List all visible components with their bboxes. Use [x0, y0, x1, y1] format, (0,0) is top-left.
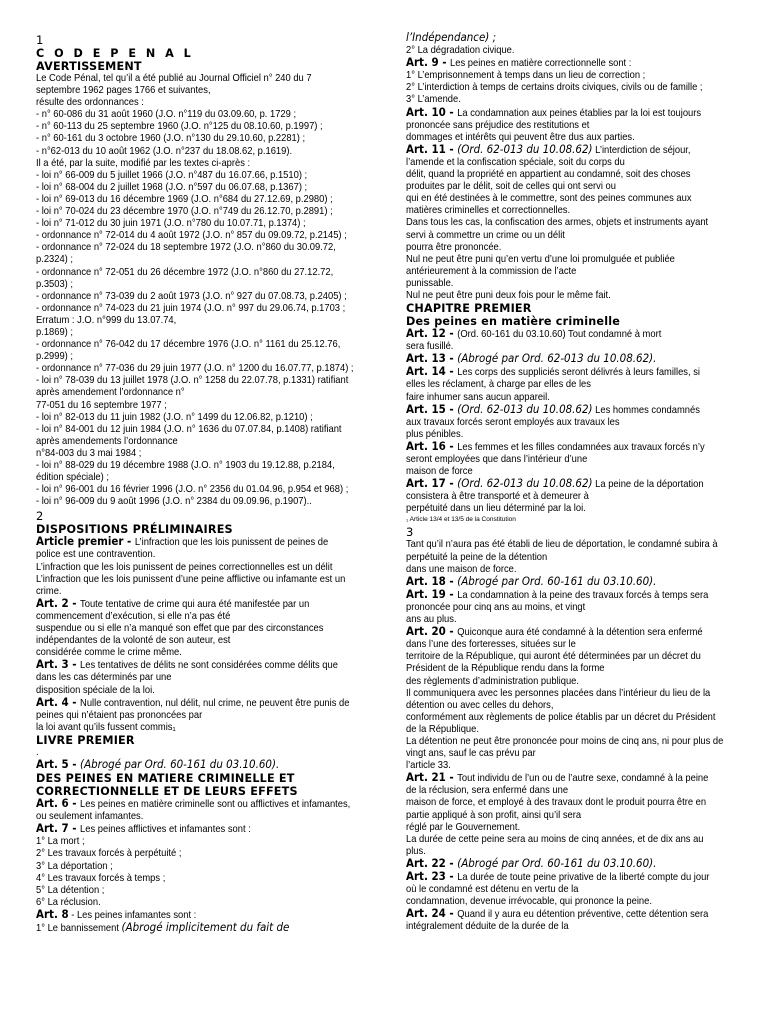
intro-line: - ordonnance n° 72-051 du 26 décembre 1972 (J.O. n°860 du 27.12.72, — [36, 266, 334, 278]
article-label: Art. 3 - — [36, 658, 81, 672]
intro-line: p.1869) ; — [36, 326, 74, 338]
article-line: L’infraction que les lois punissent d’une peine afflictive ou infamante est un — [36, 573, 346, 585]
article-line: punissable. — [406, 277, 454, 289]
intro-line: n°84-003 du 3 mai 1984 ; — [36, 447, 142, 459]
article-label: Art. 20 - — [406, 625, 458, 639]
article-line: Tant qu’il n’aura pas été établi de lieu de déportation, le condamné subira à — [406, 539, 718, 551]
article-19 — [406, 589, 756, 602]
article-text: Les corps des suppliciés seront délivrés à leurs familles, si — [457, 367, 700, 379]
article-label: Art. 23 - — [406, 870, 458, 883]
article-line: seront employées que dans l’intérieur d’une — [406, 454, 588, 465]
title-heading-line1: DES PEINES EN MATIERE CRIMINELLE ET — [36, 772, 295, 786]
article-line: Dans tous les cas, la confiscation des armes, objets et instruments ayant — [406, 217, 709, 229]
article-text: La durée de toute peine privative de la liberté compte du jour — [457, 872, 710, 883]
article-note: (Ord. 62-013 du 10.08.62) — [457, 477, 593, 491]
article-2 — [36, 598, 392, 611]
article-label: Art. 9 - — [406, 56, 451, 70]
article-line — [36, 922, 392, 935]
article-note: (Abrogé implicitement du fait de — [121, 921, 290, 934]
article-line: réglé par le Gouvernement. — [406, 821, 521, 833]
article-line: la loi avant qu’ils fussent commis₁ — [36, 721, 176, 733]
article-text: Les femmes et les filles condamnées aux travaux forcés n’y — [457, 441, 705, 453]
article-line: perpétuité la peine de la détention — [406, 551, 548, 563]
article-line: plus. — [406, 845, 426, 857]
article-line: La durée de cette peine sera au moins de cinq années, et de dix ans au — [406, 833, 704, 845]
intro-line: p.2324) ; — [36, 254, 74, 266]
article-line: condamnation, devenue irrévocable, qui prononce la peine. — [406, 896, 652, 908]
article-line: dans l’une des forteresses, situées sur le — [406, 639, 576, 651]
article-text: Tout individu de l’un ou de l’autre sexe, condamné à la peine — [457, 773, 709, 785]
page-number-3: 3 — [406, 525, 414, 540]
intro-line: résulte des ordonnances : — [36, 97, 144, 109]
article-text: - Les peines infamantes sont : — [68, 909, 197, 921]
chapter-subheading: Des peines en matière criminelle — [406, 315, 621, 329]
article-note: (Ord. 62-013 du 10.08.62) — [457, 142, 593, 156]
article-text: Les tentatives de délits ne sont considérées comme délits que — [80, 660, 338, 672]
intro-line: - n°62-013 du 10 août 1962 (J.O. n°237 du 18.08.62, p.1619). — [36, 145, 293, 157]
article-line: Président de la République rendu dans la forme — [406, 663, 605, 675]
intro-line: - loi n° 68-004 du 2 juillet 1968 (J.O. n°597 du 06.07.68, p.1367) ; — [36, 181, 308, 193]
intro-line: - ordonnance n° 72-014 du 4 août 1972 (J.O. n° 857 du 09.09.72, p.2145) ; — [36, 230, 347, 242]
intro-line: Erratum : J.O. n°999 du 13.07.74, — [36, 314, 177, 326]
article-line: prononcée pour cinq ans au moins, et vingt — [406, 601, 586, 613]
intro-line: - ordonnance n° 77-036 du 29 juin 1977 (J.O. n° 1200 du 16.07.77, p.1874) ; — [36, 363, 354, 375]
article-line: dans une maison de force. — [406, 563, 517, 575]
title-heading-line2: CORRECTIONNELLE ET DE LEURS EFFETS — [36, 785, 298, 799]
intro-line: 77-051 du 16 septembre 1977 ; — [36, 399, 167, 411]
intro-line: Le Code Pénal, tel qu’il a été publié au Journal Officiel n° 240 du 7 — [36, 73, 312, 84]
article-line: de la réclusion, sera enfermé dans une — [406, 785, 569, 797]
article-24 — [406, 908, 756, 921]
article-line: de la République. — [406, 723, 479, 735]
article-5 — [36, 759, 392, 772]
article-16 — [406, 441, 756, 454]
article-line: 4° Les travaux forcés à temps ; — [36, 872, 166, 884]
notice-body — [36, 73, 394, 508]
article-label: Article premier - — [36, 535, 135, 549]
article-line: qui en été destinées à le commettre, sont des peines communes aux — [406, 193, 692, 205]
article-line: peines qui n’étaient pas prononcées par — [36, 709, 203, 721]
article-note: l’Indépendance) ; — [406, 31, 497, 44]
article-line: crime. — [36, 585, 62, 597]
intro-line: après amendements l’ordonnance — [36, 435, 178, 447]
intro-line: après amendement l’ordonnance n° — [36, 387, 185, 399]
article-line: 1° La mort ; — [36, 836, 85, 848]
continued-line — [406, 32, 756, 45]
article-text: Les peines en matière correctionnelle sont : — [450, 58, 632, 70]
article-note: (Ord. 62-013 du 10.08.62) — [457, 402, 593, 416]
article-line: police est une contravention. — [36, 549, 156, 561]
article-line: perpétuité dans un lieu déterminé par la loi. — [406, 503, 586, 515]
article-line: elles les réclament, à charge par elles de les — [406, 379, 591, 391]
footnote: ₁ Article 13/4 et 13/5 de la Constitution — [406, 516, 516, 524]
article-line: vingt ans, sauf le cas prévu par — [406, 748, 536, 760]
left-column — [36, 34, 394, 935]
article-label: Art. 5 - — [36, 757, 81, 771]
article-text: Les peines afflictives et infamantes sont : — [80, 824, 251, 836]
article-text: La condamnation aux peines établies par la loi est toujours — [457, 107, 702, 119]
article-note: (Abrogé par Ord. 60-161 du 03.10.60). — [457, 856, 657, 870]
article-line: ans au plus. — [406, 614, 457, 626]
article-note: (Abrogé par Ord. 62-013 du 10.08.62). — [457, 352, 657, 366]
intro-line: - loi n° 88-029 du 19 décembre 1988 (J.O. n° 1903 du 19.12.88, p.2184, — [36, 460, 335, 471]
article-label: Art. 24 - — [406, 907, 458, 921]
article-12 — [406, 328, 756, 341]
article-text: Les hommes condamnés — [592, 404, 700, 416]
article-20 — [406, 626, 756, 639]
intro-line: - loi n° 82-013 du 11 juin 1982 (J.O. n° 1499 du 12.06.82, p.1210) ; — [36, 411, 313, 423]
intro-line: - n° 60-086 du 31 août 1960 (J.O. n°119 du 03.09.60, p. 1729 ; — [36, 109, 297, 121]
article-note: (Abrogé par Ord. 60-161 du 03.10.60). — [457, 574, 657, 588]
intro-line: Il a été, par la suite, modifié par les textes ci-après : — [36, 157, 251, 169]
article-line: plus pénibles. — [406, 428, 464, 440]
article-line: indépendantes de la volonté de son auteur, est — [36, 635, 231, 647]
article-line: ou seulement infamantes. — [36, 811, 144, 823]
article-13 — [406, 353, 756, 366]
article-line: délit, quand la propriété en appartient au condamné, soit des choses — [406, 169, 691, 181]
article-line: maison de force — [406, 466, 473, 478]
article-line: pourra être prononcée. — [406, 241, 502, 253]
article-line: 2° Les travaux forcés à perpétuité ; — [36, 848, 182, 860]
article-line: partie appliqué à son profit, ainsi qu’il sera — [406, 809, 582, 821]
article-note: (Ord. 60-161 du 03.10.60) — [457, 329, 566, 341]
article-label: Art. 22 - — [406, 856, 458, 870]
intro-line: édition spéciale) ; — [36, 472, 109, 484]
article-label: Art. 18 - — [406, 574, 458, 588]
intro-line: - loi n° 84-001 du 12 juin 1984 (J.O. n° 1636 du 07.07.84, p.1408) ratifiant — [36, 423, 342, 435]
article-line: territoire de la République, qui auront été déterminées par un décret du — [406, 651, 701, 663]
intro-line: - loi n° 66-009 du 5 juillet 1966 (J.O. n°487 du 16.07.66, p.1510) ; — [36, 169, 308, 181]
article-line: des règlements d’administration publique. — [406, 675, 579, 687]
article-18 — [406, 576, 756, 589]
article-3 — [36, 659, 392, 672]
article-line: détention ou avec celles du dehors, — [406, 699, 554, 711]
article-21 — [406, 772, 756, 785]
article-line: disposition spéciale de la loi. — [36, 684, 155, 696]
article-label: Art. 21 - — [406, 771, 458, 785]
article-line: La détention ne peut être prononcée pour moins de cinq ans, ni pour plus de — [406, 735, 724, 747]
article-text: Les peines en matière criminelle sont ou afflictives et infamantes, — [80, 799, 351, 811]
article-label: Art. 14 - — [406, 365, 458, 379]
article-text: Quand il y aura eu détention préventive, cette détention sera — [457, 909, 709, 921]
article-line: maison de force, et employé à des travaux dont le produit pourra être en — [406, 797, 707, 809]
intro-line: - ordonnance n° 74-023 du 21 juin 1974 (J.O. n° 997 du 29.06.74, p.1703 ; — [36, 302, 346, 314]
article-text: La condamnation à la peine des travaux forcés à temps sera — [457, 589, 709, 601]
article-line: servi à commettre un crime ou un délit — [406, 229, 565, 241]
article-label: Art. 2 - — [36, 596, 81, 610]
article-line: conformément aux règlements de police établis par un décret du Président — [406, 711, 716, 723]
article-14 — [406, 366, 756, 379]
article-line: 6° La réclusion. — [36, 896, 101, 908]
article-label: Art. 10 - — [406, 105, 458, 119]
article-10 — [406, 107, 756, 120]
article-label: Art. 15 - — [406, 402, 458, 416]
document-title: C O D E P E N A L — [36, 47, 194, 60]
article-line: antérieurement à la commission de l’acte — [406, 265, 577, 277]
intro-line: - ordonnance n° 76-042 du 17 décembre 1976 (J.O. n° 1161 du 25.12.76, — [36, 339, 341, 351]
intro-line: p.3503) ; — [36, 278, 74, 290]
article-line: l’amende et la confiscation spéciale, soit du corps du — [406, 156, 625, 168]
article-label: Art. 6 - — [36, 797, 81, 811]
article-6 — [36, 798, 392, 811]
article-line: 2° La dégradation civique. — [406, 45, 515, 57]
article-line: 3° L’amende. — [406, 94, 461, 106]
article-23 — [406, 871, 756, 884]
article-line: l’article 33. — [406, 760, 451, 772]
article-line: sera fusillé. — [406, 341, 454, 353]
intro-line: - ordonnance n° 73-039 du 2 août 1973 (J.O. n° 927 du 07.08.73, p.2405) ; — [36, 290, 347, 302]
article-line: commencement d’exécution, si elle n’a pas été — [36, 610, 231, 622]
article-line: consistera à être transporté et à demeurer à — [406, 491, 589, 503]
article-line: Nul ne peut être puni deux fois pour le même fait. — [406, 289, 611, 301]
page-number-2: 2 — [36, 509, 44, 524]
article-line: faire inhumer sans aucun appareil. — [406, 391, 550, 403]
article-line: aux travaux forcés seront employés aux travaux les — [406, 416, 620, 428]
article-7 — [36, 823, 392, 836]
intro-line: - loi n° 96-001 du 16 février 1996 (J.O. n° 2356 du 01.04.96, p.954 et 968) ; — [36, 484, 349, 496]
article-label: Art. 8 — [36, 907, 69, 921]
article-line: dans les cas déterminés par une — [36, 672, 172, 684]
separator-dot: . — [36, 746, 39, 758]
article-line: 5° La détention ; — [36, 884, 105, 896]
article-line: produites par le délit, soit de celles qui ont servi ou — [406, 181, 616, 193]
article-label: Art. 11 - — [406, 142, 458, 156]
article-text: Tout condamné à mort — [565, 329, 662, 341]
article-line: où le condamné est détenu en vertu de la — [406, 884, 579, 896]
article-15 — [406, 404, 756, 417]
intro-line: - loi n° 96-009 du 9 août 1996 (J.O. n° 2384 du 09.09.96, p.1907).. — [36, 496, 312, 508]
intro-line: p.2999) ; — [36, 351, 74, 363]
page-number-1: 1 — [36, 33, 44, 47]
article-line: suspendue ou si elle n’a manqué son effet que par des circonstances — [36, 623, 324, 635]
book-heading: LIVRE PREMIER — [36, 733, 135, 747]
notice-heading: AVERTISSEMENT — [36, 60, 142, 73]
article-label: Art. 13 - — [406, 352, 458, 366]
article-11 — [406, 144, 756, 157]
article-4 — [36, 697, 392, 710]
intro-line: septembre 1962 pages 1766 et suivantes, — [36, 85, 211, 97]
article-text: Toute tentative de crime qui aura été manifestée par un — [80, 598, 310, 610]
article-text: Quiconque aura été condamné à la détention sera enfermé — [457, 627, 703, 639]
article-line: Il communiquera avec les personnes placées dans l’intérieur du lieu de la — [406, 687, 711, 699]
article-label: Art. 16 - — [406, 439, 458, 453]
article-line: 2° L’interdiction à temps de certains droits civiques, civils ou de famille ; — [406, 82, 703, 94]
article-line: 3° La déportation ; — [36, 860, 113, 872]
intro-line: - loi n° 71-012 du 30 juin 1971 (J.O. n°780 du 10.07.71, p.1374) ; — [36, 218, 306, 230]
article-line: dommages et intérêts qui peuvent être dus aux parties. — [406, 131, 635, 143]
article-line: Nul ne peut être puni qu’en vertu d’une loi promulguée et publiée — [406, 253, 675, 265]
article-line: intégralement déduite de la durée de la — [406, 921, 569, 933]
article-text: L’interdiction de séjour, — [592, 144, 691, 156]
article-line: considérée comme le crime même. — [36, 647, 182, 659]
article-17 — [406, 478, 756, 491]
article-note: (Abrogé par Ord. 60-161 du 03.10.60). — [80, 757, 280, 771]
article-label: Art. 19 - — [406, 587, 458, 601]
article-22 — [406, 858, 756, 871]
article-9 — [406, 57, 756, 70]
article-line: matières criminelles et correctionnelles. — [406, 205, 571, 217]
article-label: Art. 12 - — [406, 327, 458, 341]
right-column — [406, 32, 758, 933]
article-1 — [36, 536, 392, 549]
intro-line: - loi n° 78-039 du 13 juillet 1978 (J.O. n° 1258 du 22.07.78, p.1331) ratifiant — [36, 375, 349, 387]
intro-line: - loi n° 70-024 du 23 décembre 1970 (J.O. n°749 du 26.12.70, p.2891) ; — [36, 206, 333, 218]
section-heading: DISPOSITIONS PRÉLIMINAIRES — [36, 523, 233, 537]
intro-line: - loi n° 69-013 du 16 décembre 1969 (J.O. n°684 du 27.12.69, p.2980) ; — [36, 193, 333, 205]
article-label: Art. 7 - — [36, 822, 81, 836]
article-label: Art. 17 - — [406, 477, 458, 491]
article-line: 1° L’emprisonnement à temps dans un lieu de correction ; — [406, 70, 646, 82]
intro-line: - n° 60-113 du 25 septembre 1960 (J.O. n°125 du 08.10.60, p.1997) ; — [36, 121, 323, 133]
chapter-heading: CHAPITRE PREMIER — [406, 302, 532, 316]
article-text: L’infraction que les lois punissent de peines de — [134, 537, 329, 549]
intro-line: - ordonnance n° 72-024 du 18 septembre 1972 (J.O. n°860 du 30.09.72, — [36, 242, 336, 254]
article-text: 1° Le bannissement — [36, 923, 122, 934]
article-text: La peine de la déportation — [592, 479, 704, 491]
article-text: Nulle contravention, nul délit, nul crime, ne peuvent être punis de — [80, 697, 350, 709]
article-label: Art. 4 - — [36, 695, 81, 709]
article-line: L’infraction que les lois punissent de peines correctionnelles est un délit — [36, 561, 333, 573]
intro-line: - n° 60-161 du 3 octobre 1960 (J.O. n°130 du 29.10.60, p.2281) ; — [36, 133, 306, 145]
article-line: prononcée sans préjudice des restitutions et — [406, 119, 590, 131]
